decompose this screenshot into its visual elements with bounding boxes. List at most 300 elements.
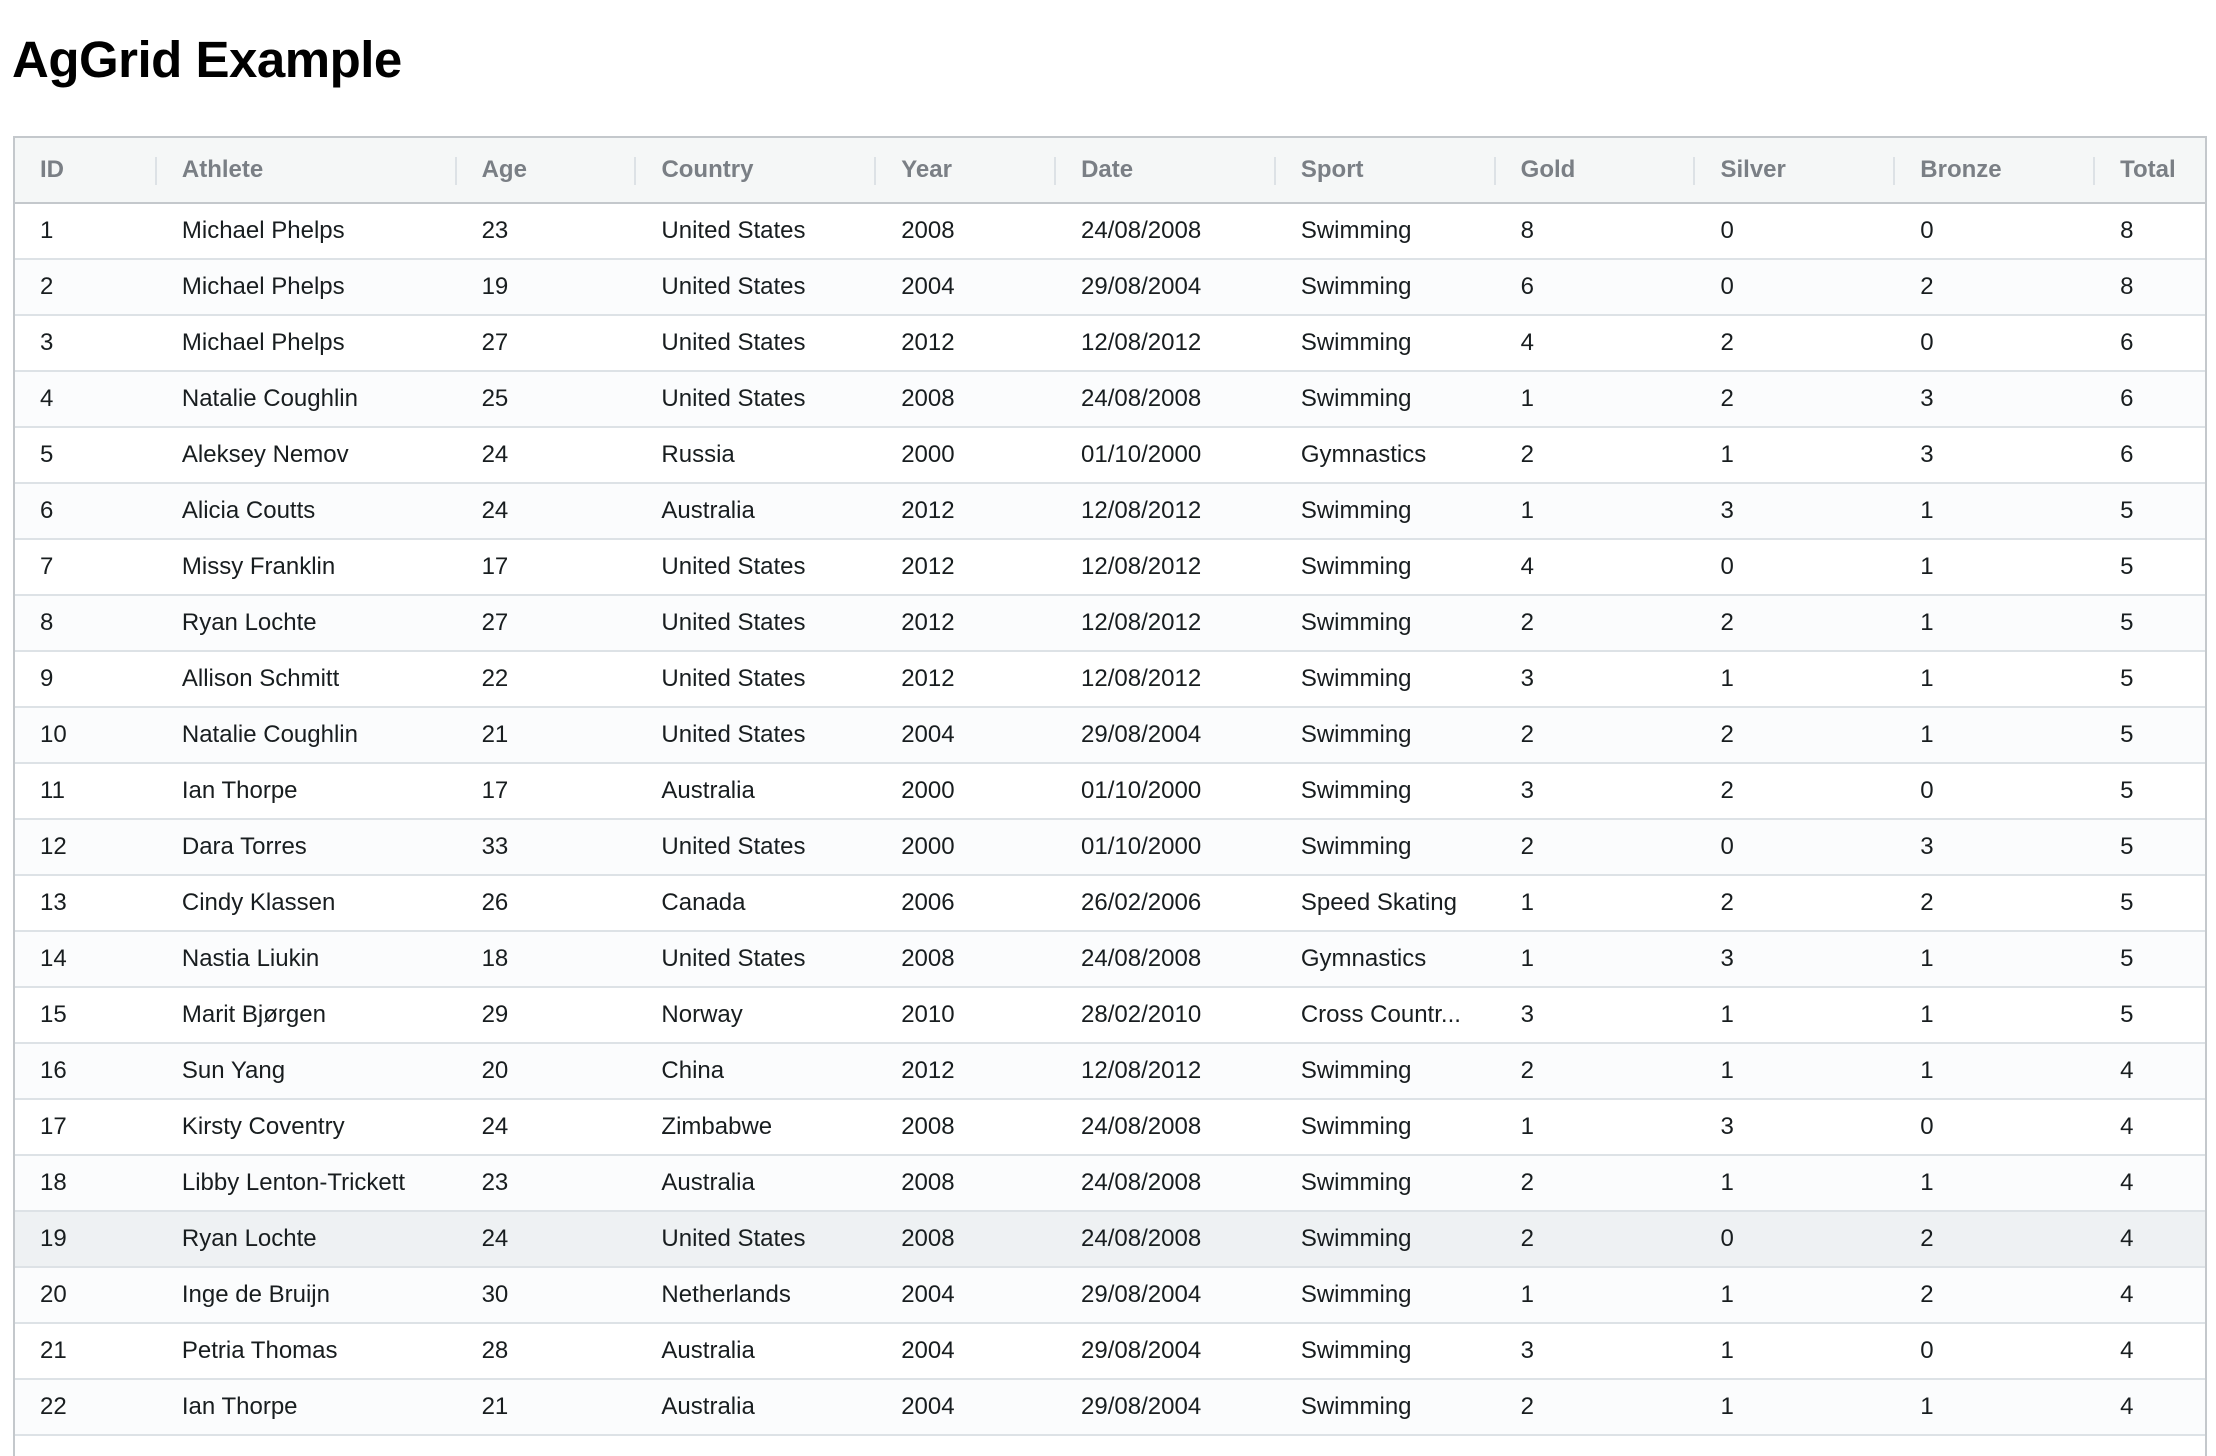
cell-country[interactable] xyxy=(636,316,876,370)
cell-country[interactable] xyxy=(636,1268,876,1322)
column-header-label: Year xyxy=(901,156,952,183)
cell-age[interactable] xyxy=(457,484,637,538)
cell-country[interactable] xyxy=(636,260,876,314)
cell-sport[interactable] xyxy=(1276,876,1496,930)
cell-age[interactable] xyxy=(457,820,637,874)
cell-year[interactable] xyxy=(876,596,1056,650)
cell-age[interactable] xyxy=(457,1380,637,1434)
cell-year[interactable] xyxy=(876,428,1056,482)
cell-date[interactable] xyxy=(1056,1156,1276,1210)
table-row[interactable] xyxy=(15,1156,2205,1212)
cell-bronze[interactable] xyxy=(1895,1156,2095,1210)
table-row[interactable] xyxy=(15,316,2205,372)
cell-total[interactable] xyxy=(2095,540,2205,594)
cell-date[interactable] xyxy=(1056,540,1276,594)
cell-gold[interactable] xyxy=(1496,652,1696,706)
cell-value: 1 xyxy=(1920,945,1934,972)
cell-sport[interactable] xyxy=(1276,260,1496,314)
cell-sport[interactable] xyxy=(1276,820,1496,874)
table-row[interactable] xyxy=(15,932,2205,988)
cell-value: 12/08/2012 xyxy=(1081,329,1202,356)
cell-id[interactable] xyxy=(15,1380,157,1434)
cell-bronze[interactable] xyxy=(1895,876,2095,930)
cell-year[interactable] xyxy=(876,652,1056,706)
cell-athlete[interactable] xyxy=(157,372,457,426)
cell-silver[interactable] xyxy=(1695,1380,1895,1434)
cell-gold[interactable] xyxy=(1496,428,1696,482)
cell-date[interactable] xyxy=(1056,1268,1276,1322)
column-header-date[interactable] xyxy=(1056,138,1276,202)
cell-total[interactable] xyxy=(2095,596,2205,650)
cell-country[interactable] xyxy=(636,652,876,706)
cell-athlete[interactable] xyxy=(157,652,457,706)
column-header-bronze[interactable] xyxy=(1895,138,2095,202)
cell-gold[interactable] xyxy=(1496,1100,1696,1154)
cell-sport[interactable] xyxy=(1276,988,1496,1042)
column-header-id[interactable] xyxy=(15,138,157,202)
cell-country[interactable] xyxy=(636,1324,876,1378)
cell-id[interactable] xyxy=(15,820,157,874)
cell-gold[interactable] xyxy=(1496,932,1696,986)
cell-id[interactable] xyxy=(15,876,157,930)
cell-gold[interactable] xyxy=(1496,484,1696,538)
cell-date[interactable] xyxy=(1056,932,1276,986)
cell-country[interactable] xyxy=(636,1380,876,1434)
cell-sport[interactable] xyxy=(1276,1044,1496,1098)
cell-gold[interactable] xyxy=(1496,988,1696,1042)
cell-date[interactable] xyxy=(1056,1212,1276,1266)
cell-id[interactable] xyxy=(15,260,157,314)
cell-year[interactable] xyxy=(876,820,1056,874)
cell-athlete[interactable] xyxy=(157,1324,457,1378)
cell-value: Inge de Bruijn xyxy=(181,1281,330,1308)
table-row[interactable] xyxy=(15,1044,2205,1100)
cell-id[interactable] xyxy=(15,1100,157,1154)
table-row[interactable] xyxy=(15,1212,2205,1268)
cell-value: 3 xyxy=(1520,777,1534,804)
cell-sport[interactable] xyxy=(1276,1156,1496,1210)
cell-country[interactable] xyxy=(636,708,876,762)
cell-total[interactable] xyxy=(2095,820,2205,874)
cell-country[interactable] xyxy=(636,372,876,426)
column-header-total[interactable] xyxy=(2095,138,2205,202)
cell-silver[interactable] xyxy=(1695,316,1895,370)
table-row[interactable] xyxy=(15,484,2205,540)
cell-gold[interactable] xyxy=(1496,540,1696,594)
cell-sport[interactable] xyxy=(1276,372,1496,426)
cell-year[interactable] xyxy=(876,932,1056,986)
cell-country[interactable] xyxy=(636,204,876,258)
cell-total[interactable] xyxy=(2095,1212,2205,1266)
cell-id[interactable] xyxy=(15,204,157,258)
cell-year[interactable] xyxy=(876,1044,1056,1098)
cell-id[interactable] xyxy=(15,316,157,370)
cell-date[interactable] xyxy=(1056,652,1276,706)
cell-date[interactable] xyxy=(1056,428,1276,482)
cell-date[interactable] xyxy=(1056,708,1276,762)
cell-sport[interactable] xyxy=(1276,764,1496,818)
cell-date[interactable] xyxy=(1056,484,1276,538)
cell-year[interactable] xyxy=(876,1268,1056,1322)
table-row[interactable] xyxy=(15,820,2205,876)
cell-athlete[interactable] xyxy=(157,428,457,482)
cell-date[interactable] xyxy=(1056,1324,1276,1378)
cell-gold[interactable] xyxy=(1496,372,1696,426)
cell-id[interactable] xyxy=(15,652,157,706)
cell-date[interactable] xyxy=(1056,372,1276,426)
table-row[interactable] xyxy=(15,428,2205,484)
cell-value: Gymnastics xyxy=(1300,441,1427,468)
cell-total[interactable] xyxy=(2095,316,2205,370)
cell-athlete[interactable] xyxy=(157,1044,457,1098)
cell-year[interactable] xyxy=(876,316,1056,370)
cell-silver[interactable] xyxy=(1695,428,1895,482)
cell-value: 4 xyxy=(1520,329,1534,356)
cell-bronze[interactable] xyxy=(1895,708,2095,762)
cell-year[interactable] xyxy=(876,764,1056,818)
cell-year[interactable] xyxy=(876,204,1056,258)
cell-sport[interactable] xyxy=(1276,708,1496,762)
cell-age[interactable] xyxy=(457,596,637,650)
cell-year[interactable] xyxy=(876,708,1056,762)
cell-bronze[interactable] xyxy=(1895,1324,2095,1378)
cell-gold[interactable] xyxy=(1496,1156,1696,1210)
cell-bronze[interactable] xyxy=(1895,1380,2095,1434)
cell-age[interactable] xyxy=(457,708,637,762)
cell-country[interactable] xyxy=(636,988,876,1042)
cell-silver[interactable] xyxy=(1695,1044,1895,1098)
cell-year[interactable] xyxy=(876,1156,1056,1210)
column-header-athlete[interactable] xyxy=(157,138,457,202)
cell-silver[interactable] xyxy=(1695,820,1895,874)
cell-gold[interactable] xyxy=(1496,1212,1696,1266)
table-row[interactable] xyxy=(15,1268,2205,1324)
cell-sport[interactable] xyxy=(1276,428,1496,482)
cell-athlete[interactable] xyxy=(157,1156,457,1210)
cell-date[interactable] xyxy=(1056,316,1276,370)
cell-bronze[interactable] xyxy=(1895,204,2095,258)
cell-athlete[interactable] xyxy=(157,260,457,314)
cell-bronze[interactable] xyxy=(1895,1212,2095,1266)
cell-date[interactable] xyxy=(1056,820,1276,874)
cell-sport[interactable] xyxy=(1276,540,1496,594)
cell-bronze[interactable] xyxy=(1895,372,2095,426)
cell-silver[interactable] xyxy=(1695,1324,1895,1378)
cell-country[interactable] xyxy=(636,484,876,538)
cell-id[interactable] xyxy=(15,372,157,426)
cell-total[interactable] xyxy=(2095,204,2205,258)
cell-bronze[interactable] xyxy=(1895,316,2095,370)
column-header-gold[interactable] xyxy=(1496,138,1696,202)
cell-date[interactable] xyxy=(1056,260,1276,314)
cell-country[interactable] xyxy=(636,764,876,818)
cell-id[interactable] xyxy=(15,596,157,650)
cell-age[interactable] xyxy=(457,652,637,706)
cell-total[interactable] xyxy=(2095,1156,2205,1210)
cell-value: Swimming xyxy=(1300,553,1412,580)
cell-year[interactable] xyxy=(876,1100,1056,1154)
cell-age[interactable] xyxy=(457,372,637,426)
cell-id[interactable] xyxy=(15,764,157,818)
cell-value: 10 xyxy=(40,721,67,748)
cell-value: 2 xyxy=(1720,889,1734,916)
cell-date[interactable] xyxy=(1056,1044,1276,1098)
cell-bronze[interactable] xyxy=(1895,1268,2095,1322)
cell-year[interactable] xyxy=(876,260,1056,314)
cell-gold[interactable] xyxy=(1496,1268,1696,1322)
cell-sport[interactable] xyxy=(1276,1268,1496,1322)
table-row[interactable] xyxy=(15,260,2205,316)
cell-total[interactable] xyxy=(2095,708,2205,762)
cell-value: 3 xyxy=(1720,1113,1734,1140)
cell-country[interactable] xyxy=(636,540,876,594)
cell-gold[interactable] xyxy=(1496,1380,1696,1434)
cell-bronze[interactable] xyxy=(1895,764,2095,818)
cell-year[interactable] xyxy=(876,484,1056,538)
cell-country[interactable] xyxy=(636,876,876,930)
cell-athlete[interactable] xyxy=(157,988,457,1042)
cell-date[interactable] xyxy=(1056,204,1276,258)
cell-year[interactable] xyxy=(876,1212,1056,1266)
cell-age[interactable] xyxy=(457,1156,637,1210)
cell-country[interactable] xyxy=(636,1156,876,1210)
cell-silver[interactable] xyxy=(1695,1156,1895,1210)
cell-athlete[interactable] xyxy=(157,1268,457,1322)
cell-total[interactable] xyxy=(2095,1324,2205,1378)
cell-bronze[interactable] xyxy=(1895,484,2095,538)
cell-value: 24/08/2008 xyxy=(1081,217,1202,244)
cell-id[interactable] xyxy=(15,1044,157,1098)
table-row[interactable] xyxy=(15,988,2205,1044)
column-header-silver[interactable] xyxy=(1695,138,1895,202)
cell-id[interactable] xyxy=(15,708,157,762)
table-row[interactable] xyxy=(15,1324,2205,1380)
cell-total[interactable] xyxy=(2095,988,2205,1042)
table-row[interactable] xyxy=(15,372,2205,428)
cell-gold[interactable] xyxy=(1496,1324,1696,1378)
cell-sport[interactable] xyxy=(1276,596,1496,650)
cell-gold[interactable] xyxy=(1496,260,1696,314)
cell-bronze[interactable] xyxy=(1895,988,2095,1042)
cell-gold[interactable] xyxy=(1496,876,1696,930)
cell-value: Swimming xyxy=(1300,329,1412,356)
cell-total[interactable] xyxy=(2095,1100,2205,1154)
cell-silver[interactable] xyxy=(1695,260,1895,314)
cell-sport[interactable] xyxy=(1276,204,1496,258)
cell-athlete[interactable] xyxy=(157,316,457,370)
cell-athlete[interactable] xyxy=(157,1380,457,1434)
cell-sport[interactable] xyxy=(1276,484,1496,538)
cell-sport[interactable] xyxy=(1276,316,1496,370)
cell-age[interactable] xyxy=(457,1324,637,1378)
cell-age[interactable] xyxy=(457,260,637,314)
cell-age[interactable] xyxy=(457,988,637,1042)
cell-date[interactable] xyxy=(1056,988,1276,1042)
cell-athlete[interactable] xyxy=(157,764,457,818)
cell-silver[interactable] xyxy=(1695,204,1895,258)
cell-age[interactable] xyxy=(457,876,637,930)
cell-year[interactable] xyxy=(876,372,1056,426)
cell-total[interactable] xyxy=(2095,260,2205,314)
cell-id[interactable] xyxy=(15,428,157,482)
cell-sport[interactable] xyxy=(1276,1212,1496,1266)
cell-age[interactable] xyxy=(457,204,637,258)
cell-silver[interactable] xyxy=(1695,932,1895,986)
cell-gold[interactable] xyxy=(1496,708,1696,762)
cell-value: Swimming xyxy=(1300,1169,1412,1196)
cell-age[interactable] xyxy=(457,932,637,986)
cell-age[interactable] xyxy=(457,1268,637,1322)
cell-athlete[interactable] xyxy=(157,596,457,650)
cell-value: 2012 xyxy=(901,497,955,524)
cell-bronze[interactable] xyxy=(1895,932,2095,986)
column-header-label: Country xyxy=(661,156,754,183)
table-row[interactable] xyxy=(15,1380,2205,1436)
cell-value: Canada xyxy=(661,889,746,916)
cell-gold[interactable] xyxy=(1496,820,1696,874)
column-header-country[interactable] xyxy=(636,138,876,202)
cell-athlete[interactable] xyxy=(157,484,457,538)
cell-date[interactable] xyxy=(1056,1380,1276,1434)
cell-total[interactable] xyxy=(2095,372,2205,426)
cell-sport[interactable] xyxy=(1276,932,1496,986)
cell-value: 2 xyxy=(1720,721,1734,748)
cell-athlete[interactable] xyxy=(157,540,457,594)
cell-id[interactable] xyxy=(15,1268,157,1322)
cell-age[interactable] xyxy=(457,1100,637,1154)
cell-silver[interactable] xyxy=(1695,988,1895,1042)
cell-year[interactable] xyxy=(876,540,1056,594)
cell-athlete[interactable] xyxy=(157,932,457,986)
cell-age[interactable] xyxy=(457,428,637,482)
cell-silver[interactable] xyxy=(1695,652,1895,706)
cell-total[interactable] xyxy=(2095,932,2205,986)
cell-silver[interactable] xyxy=(1695,876,1895,930)
cell-country[interactable] xyxy=(636,596,876,650)
cell-total[interactable] xyxy=(2095,1268,2205,1322)
column-header-sport[interactable] xyxy=(1276,138,1496,202)
cell-value: 24 xyxy=(481,1113,509,1140)
cell-bronze[interactable] xyxy=(1895,652,2095,706)
cell-age[interactable] xyxy=(457,1044,637,1098)
cell-gold[interactable] xyxy=(1496,204,1696,258)
cell-silver[interactable] xyxy=(1695,596,1895,650)
cell-value: 4 xyxy=(2120,1281,2134,1308)
cell-sport[interactable] xyxy=(1276,1324,1496,1378)
cell-silver[interactable] xyxy=(1695,1100,1895,1154)
cell-silver[interactable] xyxy=(1695,540,1895,594)
cell-athlete[interactable] xyxy=(157,820,457,874)
cell-id[interactable] xyxy=(15,484,157,538)
cell-date[interactable] xyxy=(1056,1100,1276,1154)
cell-athlete[interactable] xyxy=(157,1212,457,1266)
cell-athlete[interactable] xyxy=(157,204,457,258)
cell-value: United States xyxy=(661,217,806,244)
cell-year[interactable] xyxy=(876,988,1056,1042)
cell-id[interactable] xyxy=(15,988,157,1042)
table-row[interactable] xyxy=(15,540,2205,596)
table-row[interactable] xyxy=(15,204,2205,260)
cell-bronze[interactable] xyxy=(1895,1044,2095,1098)
cell-silver[interactable] xyxy=(1695,484,1895,538)
cell-gold[interactable] xyxy=(1496,764,1696,818)
cell-gold[interactable] xyxy=(1496,316,1696,370)
cell-age[interactable] xyxy=(457,764,637,818)
cell-total[interactable] xyxy=(2095,1044,2205,1098)
cell-country[interactable] xyxy=(636,820,876,874)
cell-year[interactable] xyxy=(876,1324,1056,1378)
table-row[interactable] xyxy=(15,652,2205,708)
table-row[interactable] xyxy=(15,708,2205,764)
cell-total[interactable] xyxy=(2095,428,2205,482)
cell-country[interactable] xyxy=(636,1212,876,1266)
cell-silver[interactable] xyxy=(1695,372,1895,426)
cell-silver[interactable] xyxy=(1695,708,1895,762)
cell-sport[interactable] xyxy=(1276,652,1496,706)
cell-athlete[interactable] xyxy=(157,1100,457,1154)
cell-id[interactable] xyxy=(15,1212,157,1266)
column-header-year[interactable] xyxy=(876,138,1056,202)
cell-country[interactable] xyxy=(636,1100,876,1154)
cell-value: 1 xyxy=(1720,441,1734,468)
cell-total[interactable] xyxy=(2095,484,2205,538)
cell-country[interactable] xyxy=(636,932,876,986)
cell-athlete[interactable] xyxy=(157,708,457,762)
cell-silver[interactable] xyxy=(1695,1212,1895,1266)
cell-total[interactable] xyxy=(2095,764,2205,818)
cell-silver[interactable] xyxy=(1695,1268,1895,1322)
cell-year[interactable] xyxy=(876,876,1056,930)
cell-sport[interactable] xyxy=(1276,1380,1496,1434)
cell-age[interactable] xyxy=(457,316,637,370)
cell-age[interactable] xyxy=(457,1212,637,1266)
cell-value: Allison Schmitt xyxy=(181,665,340,692)
cell-id[interactable] xyxy=(15,1156,157,1210)
table-row[interactable] xyxy=(15,1100,2205,1156)
cell-year[interactable] xyxy=(876,1380,1056,1434)
cell-bronze[interactable] xyxy=(1895,260,2095,314)
cell-value: 2 xyxy=(1720,609,1734,636)
cell-date[interactable] xyxy=(1056,764,1276,818)
column-header-age[interactable] xyxy=(457,138,637,202)
table-row[interactable] xyxy=(15,596,2205,652)
cell-value: Michael Phelps xyxy=(181,217,345,244)
cell-sport[interactable] xyxy=(1276,1100,1496,1154)
cell-bronze[interactable] xyxy=(1895,596,2095,650)
cell-id[interactable] xyxy=(15,540,157,594)
cell-bronze[interactable] xyxy=(1895,428,2095,482)
cell-total[interactable] xyxy=(2095,876,2205,930)
cell-gold[interactable] xyxy=(1496,1044,1696,1098)
cell-date[interactable] xyxy=(1056,596,1276,650)
cell-bronze[interactable] xyxy=(1895,820,2095,874)
cell-id[interactable] xyxy=(15,932,157,986)
cell-date[interactable] xyxy=(1056,876,1276,930)
cell-athlete[interactable] xyxy=(157,876,457,930)
cell-id[interactable] xyxy=(15,1324,157,1378)
cell-total[interactable] xyxy=(2095,652,2205,706)
cell-gold[interactable] xyxy=(1496,596,1696,650)
cell-total[interactable] xyxy=(2095,1380,2205,1434)
table-row[interactable] xyxy=(15,876,2205,932)
cell-bronze[interactable] xyxy=(1895,540,2095,594)
cell-bronze[interactable] xyxy=(1895,1100,2095,1154)
cell-country[interactable] xyxy=(636,1044,876,1098)
cell-country[interactable] xyxy=(636,428,876,482)
cell-age[interactable] xyxy=(457,540,637,594)
table-row[interactable] xyxy=(15,764,2205,820)
cell-silver[interactable] xyxy=(1695,764,1895,818)
